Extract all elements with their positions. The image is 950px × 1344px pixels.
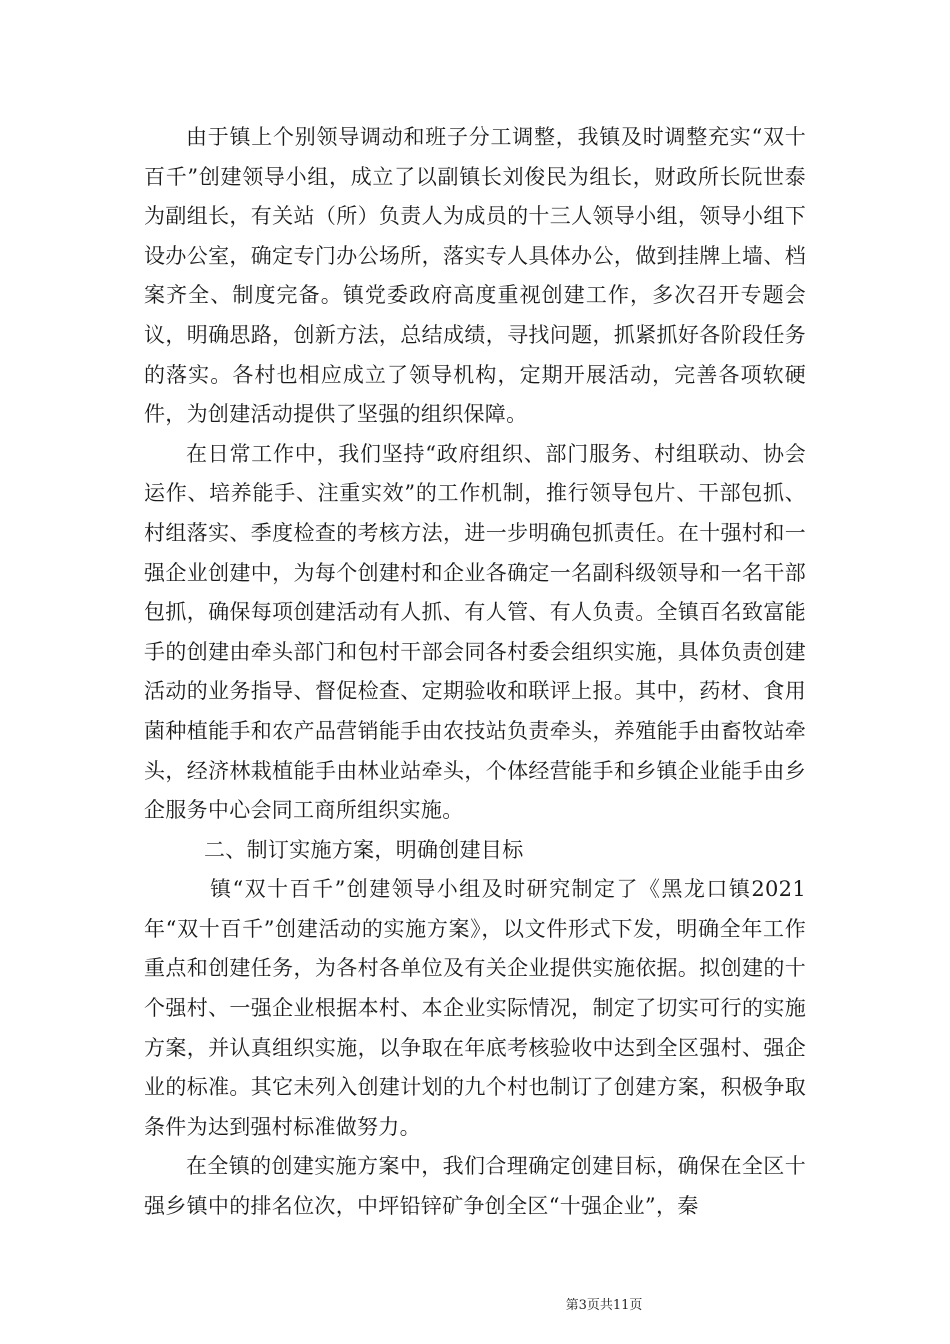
page-number-footer: 第3页共11页: [565, 1298, 643, 1313]
paragraph-leadership-group: 由于镇上个别领导调动和班子分工调整，我镇及时调整充实“双十百千”创建领导小组，成立了以副镇长刘俊民为组长，财政所长阮世泰为副组长，有关站（所）负责人为成员的十三人领导小组，领导小组下设办公室，确定专门办公场所，落实专人具体办公，做到挂牌上墙、档案齐全、制度完备。镇党委政府高度重视创建工作，多次召开专题会议，明确思路，创新方法，总结成绩，寻找问题，抓紧抓好各阶段任务的落实。各村也相应成立了领导机构，定期开展活动，完善各项软硬件，为创建活动提供了坚强的组织保障。: [144, 125, 806, 427]
section-heading-implementation-plan: 二、制订实施方案，明确创建目标: [204, 837, 524, 862]
document-body: [144, 118, 806, 1227]
paragraph-implementation-plan: 镇“双十百千”创建领导小组及时研究制定了《黑龙口镇2021年“双十百千”创建活动的实施方案》，以文件形式下发，明确全年工作重点和创建任务，为各村各单位及有关企业提供实施依据。拟创建的十个强村、一强企业根据本村、本企业实际情况，制定了切实可行的实施方案，并认真组织实施，以争取在年底考核验收中达到全区强村、强企业的标准。其它未列入创建计划的九个村也制订了创建方案，积极争取条件为达到强村标准做努力。: [144, 877, 806, 1139]
paragraph-creation-goals: 在全镇的创建实施方案中，我们合理确定创建目标，确保在全区十强乡镇中的排名位次，中坪铅锌矿争创全区“十强企业”，秦: [144, 1154, 806, 1219]
paragraph-work-mechanism: 在日常工作中，我们坚持“政府组织、部门服务、村组联动、协会运作、培养能手、注重实效”的工作机制，推行领导包片、干部包抓、村组落实、季度检查的考核方法，进一步明确包抓责任。在十强村和一强企业创建中，为每个创建村和企业各确定一名副科级领导和一名干部包抓，确保每项创建活动有人抓、有人管、有人负责。全镇百名致富能手的创建由牵头部门和包村干部会同各村委会组织实施，具体负责创建活动的业务指导、督促检查、定期验收和联评上报。其中，药材、食用菌种植能手和农产品营销能手由农技站负责牵头，养殖能手由畜牧站牵头，经济林栽植能手由林业站牵头，个体经营能手和乡镇企业能手由乡企服务中心会同工商所组织实施。: [144, 441, 806, 823]
